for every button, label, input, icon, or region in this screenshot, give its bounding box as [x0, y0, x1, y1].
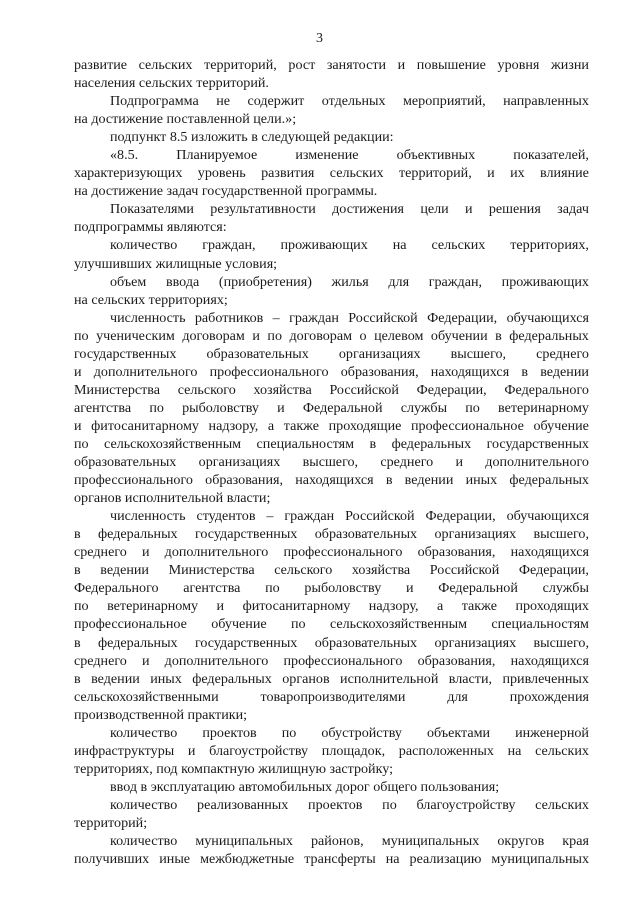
text-line: подпункт 8.5 изложить в следующей редакции:	[110, 129, 394, 146]
paragraph	[74, 507, 589, 724]
text-line: «8.5. Планируемое изменение объективных показателей,	[110, 147, 589, 164]
text-line: на достижение поставленной цели.»;	[74, 111, 297, 128]
page-number: 3	[316, 31, 323, 46]
text-line: в федеральных государственных образовательных организациях высшего,	[74, 526, 589, 543]
paragraph	[74, 273, 589, 309]
text-line: в федеральных государственных образовательных организациях высшего,	[74, 634, 589, 651]
text-line: среднего и дополнительного профессионального образования, находящихся	[74, 652, 589, 669]
text-line: количество граждан, проживающих на сельских территориях,	[110, 237, 589, 254]
paragraph	[74, 92, 589, 128]
text-line: в ведении Министерства сельского хозяйства Российской Федерации,	[74, 562, 589, 579]
text-line: по сельскохозяйственным специальностям в федеральных государственных	[74, 435, 589, 452]
text-line: и дополнительного профессионального образования, находящихся в ведении	[74, 363, 589, 380]
paragraph	[74, 724, 589, 778]
text-line: сельскохозяйственными товаропроизводителями для прохождения	[74, 688, 589, 705]
text-line: улучшивших жилищные условия;	[74, 255, 278, 272]
text-line: по ветеринарному и фитосанитарному надзору, а также проходящих	[74, 598, 589, 615]
text-line: характеризующих уровень развития сельских территорий, и их влияние	[74, 165, 589, 182]
text-line: численность работников – граждан Российской Федерации, обучающихся	[110, 309, 589, 326]
paragraph	[74, 200, 589, 236]
text-line: количество проектов по обустройству объектами инженерной	[110, 724, 589, 741]
paragraph	[74, 128, 589, 146]
text-line: профессионального образования, находящихся в ведении иных федеральных	[74, 472, 589, 489]
text-line: населения сельских территорий.	[74, 75, 269, 92]
text-line: Показателями результативности достижения цели и решения задач	[110, 201, 589, 218]
text-line: территориях, под компактную жилищную застройку;	[74, 760, 394, 777]
paragraph	[74, 309, 589, 508]
text-line: Министерства сельского хозяйства Российской Федерации, Федерального	[74, 381, 589, 398]
text-line: инфраструктуры и благоустройству площадок, расположенных на сельских	[74, 742, 589, 759]
text-line: получивших иные межбюджетные трансферты на реализацию муниципальных	[74, 851, 589, 868]
paragraph	[74, 236, 589, 272]
text-line: количество реализованных проектов по благоустройству сельских	[110, 796, 589, 813]
text-line: на сельских территориях;	[74, 291, 228, 308]
text-line: подпрограммы являются:	[74, 219, 227, 236]
text-line: по ученическим договорам и по договорам о целевом обучении в федеральных	[74, 327, 589, 344]
paragraph	[74, 796, 589, 832]
text-line: объем ввода (приобретения) жилья для граждан, проживающих	[110, 273, 589, 290]
text-line: численность студентов – граждан Российской Федерации, обучающихся	[110, 508, 589, 525]
paragraph	[74, 146, 589, 200]
text-line: органов исполнительной власти;	[74, 490, 271, 507]
text-line: образовательных организациях высшего, среднего и дополнительного	[74, 454, 589, 471]
paragraph	[74, 832, 589, 868]
text-line: развитие сельских территорий, рост занятости и повышение уровня жизни	[74, 57, 589, 73]
text-line: в ведении иных федеральных органов исполнительной власти, привлеченных	[74, 670, 589, 687]
text-line: профессиональное обучение по сельскохозяйственным специальностям	[74, 616, 589, 633]
text-line: и фитосанитарному надзору, а также проходящие профессиональное обучение	[74, 417, 589, 434]
text-line: Федерального агентства по рыболовству и Федеральной службы	[74, 580, 589, 597]
text-line: Подпрограмма не содержит отдельных мероприятий, направленных	[110, 93, 589, 110]
document-body	[74, 56, 589, 868]
paragraph	[74, 778, 589, 796]
text-line: количество муниципальных районов, муниципальных округов края	[110, 833, 589, 850]
paragraph	[74, 56, 589, 92]
text-line: среднего и дополнительного профессионального образования, находящихся	[74, 544, 589, 561]
text-line: государственных образовательных организациях высшего, среднего	[74, 345, 589, 362]
text-line: ввод в эксплуатацию автомобильных дорог общего пользования;	[110, 778, 500, 795]
text-line: агентства по рыболовству и Федеральной службы по ветеринарному	[74, 399, 589, 416]
text-line: территорий;	[74, 814, 148, 831]
text-line: производственной практики;	[74, 706, 248, 723]
text-line: на достижение задач государственной программы.	[74, 183, 378, 200]
